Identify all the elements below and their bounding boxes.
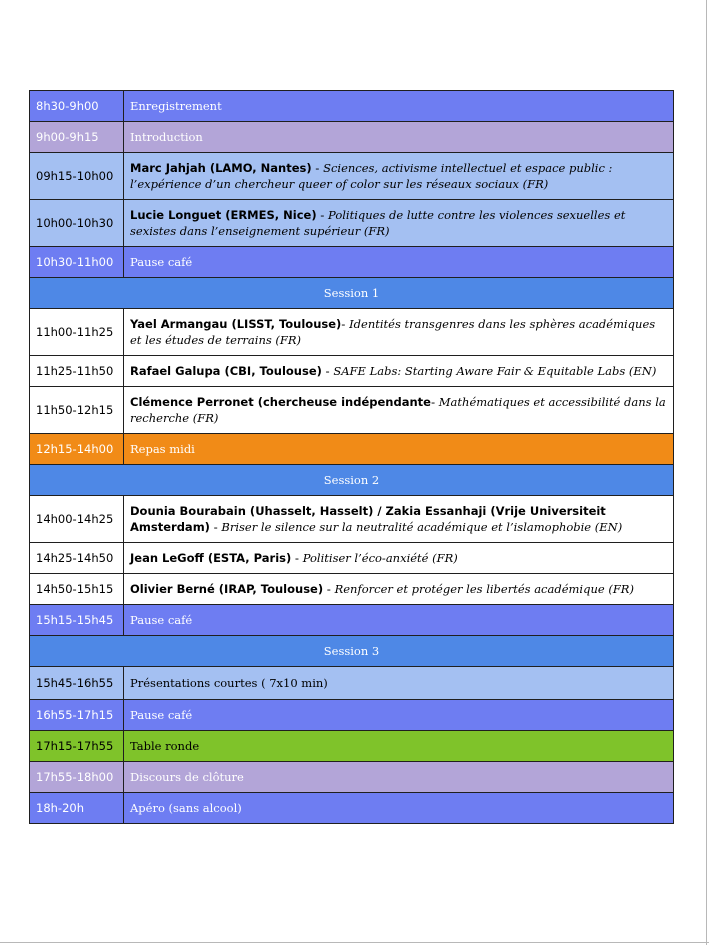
time-cell: 17h55-18h00 bbox=[30, 762, 124, 793]
time-cell: 11h00-11h25 bbox=[30, 309, 124, 356]
time-cell: 11h50-12h15 bbox=[30, 387, 124, 434]
speaker-name: Olivier Berné (IRAP, Toulouse) bbox=[130, 582, 324, 596]
table-row bbox=[30, 153, 674, 200]
talk-cell bbox=[124, 496, 674, 543]
time-cell: 14h00-14h25 bbox=[30, 496, 124, 543]
table-row bbox=[30, 496, 674, 543]
time-cell: 10h00-10h30 bbox=[30, 200, 124, 247]
time-cell: 14h50-15h15 bbox=[30, 574, 124, 605]
talk-title: Briser le silence sur la neutralité académique et l’islamophobie (EN) bbox=[221, 520, 623, 534]
speaker-name: Rafael Galupa (CBI, Toulouse) bbox=[130, 364, 322, 378]
activity-cell: Discours de clôture bbox=[124, 762, 674, 793]
time-cell: 16h55-17h15 bbox=[30, 700, 124, 731]
talk-title: Mathématiques et accessibilité dans la recherche (FR) bbox=[130, 395, 666, 425]
speaker-name: Jean LeGoff (ESTA, Paris) bbox=[130, 551, 292, 565]
schedule-table bbox=[29, 90, 674, 824]
time-cell: 12h15-14h00 bbox=[30, 434, 124, 465]
table-row bbox=[30, 434, 674, 465]
table-row bbox=[30, 667, 674, 700]
time-cell: 18h-20h bbox=[30, 793, 124, 824]
session-header: Session 2 bbox=[30, 465, 674, 496]
table-row bbox=[30, 574, 674, 605]
page-edge bbox=[706, 0, 707, 945]
activity-cell: Enregistrement bbox=[124, 91, 674, 122]
session-row bbox=[30, 278, 674, 309]
table-row bbox=[30, 700, 674, 731]
table-row bbox=[30, 793, 674, 824]
activity-cell: Pause café bbox=[124, 605, 674, 636]
time-cell: 09h15-10h00 bbox=[30, 153, 124, 200]
speaker-name: Dounia Bourabain (Uhasselt, Hasselt) / Zakia Essanhaji (Vrije Universiteit Amsterdam) bbox=[130, 504, 606, 534]
separator: - bbox=[311, 161, 324, 175]
separator: - bbox=[430, 395, 439, 409]
talk-cell bbox=[124, 574, 674, 605]
talk-cell bbox=[124, 356, 674, 387]
activity-cell: Repas midi bbox=[124, 434, 674, 465]
table-row bbox=[30, 356, 674, 387]
talk-title: Renforcer et protéger les libertés académique (FR) bbox=[334, 582, 634, 596]
table-row bbox=[30, 247, 674, 278]
talk-cell bbox=[124, 200, 674, 247]
table-row bbox=[30, 605, 674, 636]
speaker-name: Marc Jahjah (LAMO, Nantes) bbox=[130, 161, 312, 175]
activity-cell: Apéro (sans alcool) bbox=[124, 793, 674, 824]
talk-cell bbox=[124, 153, 674, 200]
talk-title: Politiser l’éco-anxiété (FR) bbox=[302, 551, 458, 565]
table-row bbox=[30, 387, 674, 434]
activity-cell: Présentations courtes ( 7x10 min) bbox=[124, 667, 674, 700]
table-row bbox=[30, 731, 674, 762]
activity-cell: Pause café bbox=[124, 700, 674, 731]
talk-title: Politiques de lutte contre les violences sexuelles et sexistes dans l’enseignement supérieur (FR) bbox=[130, 208, 626, 238]
talk-cell bbox=[124, 309, 674, 356]
talk-cell bbox=[124, 387, 674, 434]
table-row bbox=[30, 200, 674, 247]
time-cell: 15h15-15h45 bbox=[30, 605, 124, 636]
activity-cell: Introduction bbox=[124, 122, 674, 153]
time-cell: 17h15-17h55 bbox=[30, 731, 124, 762]
talk-title: Identités transgenres dans les sphères académiques et les études de terrains (FR) bbox=[130, 317, 656, 347]
time-cell: 11h25-11h50 bbox=[30, 356, 124, 387]
separator: - bbox=[316, 208, 329, 222]
time-cell: 14h25-14h50 bbox=[30, 543, 124, 574]
table-row bbox=[30, 543, 674, 574]
table-row bbox=[30, 762, 674, 793]
table-row bbox=[30, 91, 674, 122]
session-header: Session 3 bbox=[30, 636, 674, 667]
separator: - bbox=[209, 520, 222, 534]
time-cell: 10h30-11h00 bbox=[30, 247, 124, 278]
speaker-name: Yael Armangau (LISST, Toulouse) bbox=[130, 317, 342, 331]
separator: - bbox=[321, 364, 334, 378]
separator: - bbox=[323, 582, 335, 596]
separator: - bbox=[291, 551, 303, 565]
separator: - bbox=[341, 317, 350, 331]
time-cell: 15h45-16h55 bbox=[30, 667, 124, 700]
session-header: Session 1 bbox=[30, 278, 674, 309]
activity-cell: Table ronde bbox=[124, 731, 674, 762]
page-edge bbox=[0, 942, 709, 943]
time-cell: 8h30-9h00 bbox=[30, 91, 124, 122]
speaker-name: Clémence Perronet (chercheuse indépendante bbox=[130, 395, 431, 409]
table-row bbox=[30, 122, 674, 153]
speaker-name: Lucie Longuet (ERMES, Nice) bbox=[130, 208, 317, 222]
talk-cell bbox=[124, 543, 674, 574]
session-row bbox=[30, 465, 674, 496]
session-row bbox=[30, 636, 674, 667]
talk-title: Sciences, activisme intellectuel et espace public : l’expérience d’un chercheur queer of color sur les réseaux sociaux (FR) bbox=[130, 161, 613, 191]
table-row bbox=[30, 309, 674, 356]
activity-cell: Pause café bbox=[124, 247, 674, 278]
talk-title: SAFE Labs: Starting Aware Fair & Equitable Labs (EN) bbox=[333, 364, 657, 378]
time-cell: 9h00-9h15 bbox=[30, 122, 124, 153]
